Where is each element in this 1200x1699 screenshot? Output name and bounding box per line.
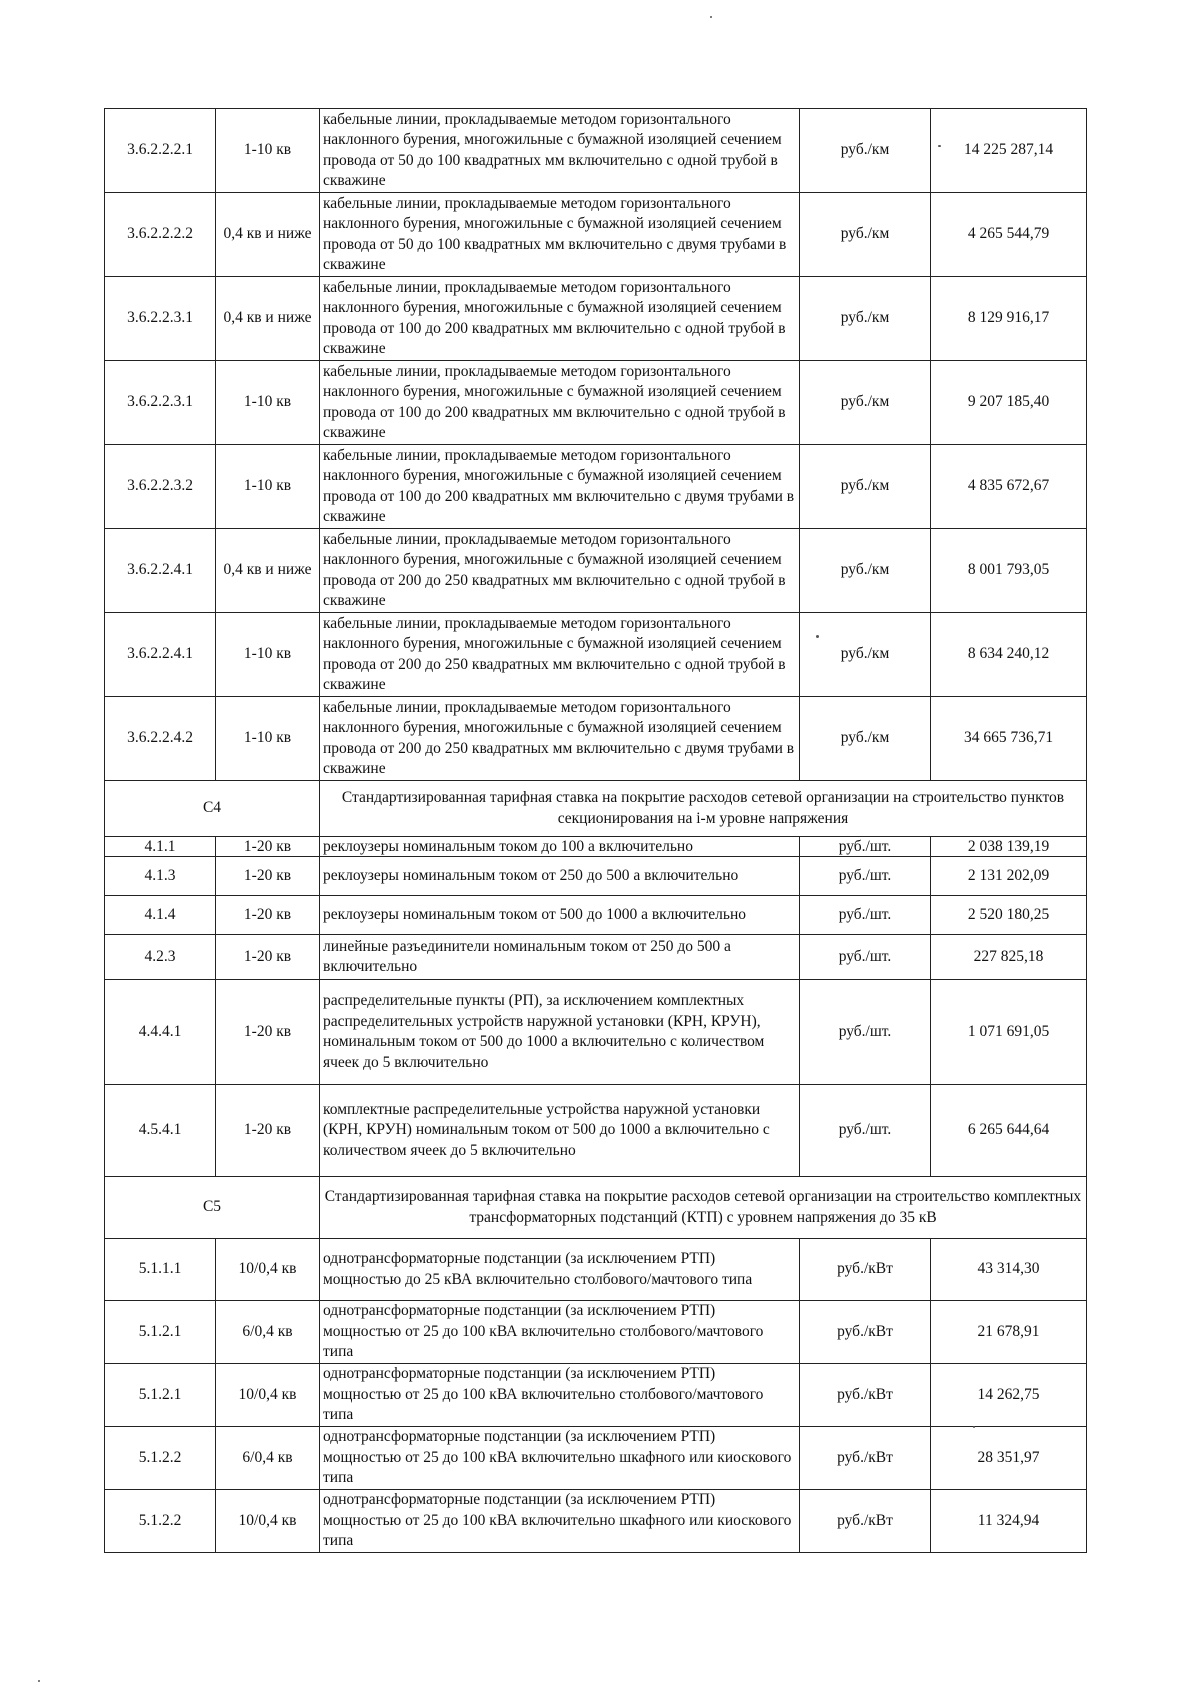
table-row [105, 1364, 1087, 1427]
row-unit: руб./км [800, 697, 931, 781]
row-description: однотрансформаторные подстанции (за исключением РТП) мощностью от 25 до 100 кВА включительно шкафного или киоскового типа [320, 1490, 800, 1553]
row-unit: руб./кВт [800, 1301, 931, 1364]
row-code: 3.6.2.2.3.1 [105, 361, 216, 445]
section-code: С4 [105, 781, 320, 837]
row-price: 1 071 691,05 [931, 980, 1087, 1085]
section-header-row [105, 781, 1087, 837]
table-row [105, 193, 1087, 277]
row-price: 14 225 287,14 [931, 109, 1087, 193]
row-voltage: 1-10 кв [216, 613, 320, 697]
row-description: кабельные линии, прокладываемые методом горизонтального наклонного бурения, многожильные с бумажной изоляцией сечением провода от 200 до 250 квадратных мм включительно с одной трубой в скважине [320, 613, 800, 697]
row-description: кабельные линии, прокладываемые методом горизонтального наклонного бурения, многожильные с бумажной изоляцией сечением провода от 100 до 200 квадратных мм включительно с одной трубой в скважине [320, 277, 800, 361]
row-price: 14 262,75 [931, 1364, 1087, 1427]
row-unit: руб./кВт [800, 1239, 931, 1301]
row-voltage: 6/0,4 кв [216, 1427, 320, 1490]
row-voltage: 0,4 кв и ниже [216, 277, 320, 361]
row-unit: руб./шт. [800, 980, 931, 1085]
row-price: 227 825,18 [931, 935, 1087, 980]
scan-speck [938, 145, 941, 147]
table-row [105, 529, 1087, 613]
row-code: 5.1.2.2 [105, 1427, 216, 1490]
row-code: 3.6.2.2.2.1 [105, 109, 216, 193]
row-price: 2 038 139,19 [931, 837, 1087, 857]
row-price: 11 324,94 [931, 1490, 1087, 1553]
row-voltage: 10/0,4 кв [216, 1490, 320, 1553]
row-code: 4.4.4.1 [105, 980, 216, 1085]
row-unit: руб./км [800, 193, 931, 277]
row-unit: руб./км [800, 613, 931, 697]
row-code: 4.1.1 [105, 837, 216, 857]
row-code: 4.1.4 [105, 896, 216, 935]
row-unit: руб./шт. [800, 1085, 931, 1177]
scan-speck [710, 16, 712, 18]
row-description: кабельные линии, прокладываемые методом горизонтального наклонного бурения, многожильные с бумажной изоляцией сечением провода от 200 до 250 квадратных мм включительно с двумя трубами в скважине [320, 697, 800, 781]
row-price: 4 265 544,79 [931, 193, 1087, 277]
table-row [105, 613, 1087, 697]
row-code: 4.2.3 [105, 935, 216, 980]
row-price: 9 207 185,40 [931, 361, 1087, 445]
row-price: 2 131 202,09 [931, 857, 1087, 896]
row-voltage: 1-20 кв [216, 980, 320, 1085]
row-price: 8 129 916,17 [931, 277, 1087, 361]
tariff-table [104, 108, 1087, 1553]
section-title: Стандартизированная тарифная ставка на покрытие расходов сетевой организации на строительство комплектных трансформаторных подстанций (КТП) с уровнем напряжения до 35 кВ [320, 1177, 1087, 1239]
row-unit: руб./км [800, 529, 931, 613]
table-row [105, 445, 1087, 529]
table-row [105, 837, 1087, 857]
table-row [105, 857, 1087, 896]
row-voltage: 1-10 кв [216, 361, 320, 445]
row-price: 28 351,97 [931, 1427, 1087, 1490]
section-title: Стандартизированная тарифная ставка на покрытие расходов сетевой организации на строительство пунктов секционирования на i-м уровне напряжения [320, 781, 1087, 837]
row-unit: руб./шт. [800, 837, 931, 857]
row-voltage: 1-20 кв [216, 857, 320, 896]
row-unit: руб./кВт [800, 1490, 931, 1553]
table-row [105, 361, 1087, 445]
row-code: 3.6.2.2.3.1 [105, 277, 216, 361]
row-code: 5.1.2.1 [105, 1301, 216, 1364]
table-row [105, 1427, 1087, 1490]
row-voltage: 0,4 кв и ниже [216, 529, 320, 613]
section-code: С5 [105, 1177, 320, 1239]
table-row [105, 896, 1087, 935]
table-row [105, 1301, 1087, 1364]
row-price: 34 665 736,71 [931, 697, 1087, 781]
row-voltage: 1-10 кв [216, 109, 320, 193]
row-price: 2 520 180,25 [931, 896, 1087, 935]
row-description: кабельные линии, прокладываемые методом горизонтального наклонного бурения, многожильные с бумажной изоляцией сечением провода от 50 до 100 квадратных мм включительно с двумя трубами в скважине [320, 193, 800, 277]
row-unit: руб./шт. [800, 896, 931, 935]
row-description: линейные разъединители номинальным током от 250 до 500 а включительно [320, 935, 800, 980]
row-voltage: 1-20 кв [216, 935, 320, 980]
scan-speck [973, 1426, 975, 1428]
row-price: 8 634 240,12 [931, 613, 1087, 697]
row-code: 5.1.2.1 [105, 1364, 216, 1427]
row-code: 3.6.2.2.3.2 [105, 445, 216, 529]
row-description: распределительные пункты (РП), за исключением комплектных распределительных устройств наружной установки (КРН, КРУН), номинальным током от 500 до 1000 а включительно с количеством ячеек до 5 включительно [320, 980, 800, 1085]
row-unit: руб./км [800, 361, 931, 445]
row-code: 4.1.3 [105, 857, 216, 896]
row-description: однотрансформаторные подстанции (за исключением РТП) мощностью от 25 до 100 кВА включительно шкафного или киоскового типа [320, 1427, 800, 1490]
row-description: кабельные линии, прокладываемые методом горизонтального наклонного бурения, многожильные с бумажной изоляцией сечением провода от 100 до 200 квадратных мм включительно с двумя трубами в скважине [320, 445, 800, 529]
row-voltage: 10/0,4 кв [216, 1364, 320, 1427]
row-code: 5.1.1.1 [105, 1239, 216, 1301]
table-row [105, 109, 1087, 193]
row-voltage: 6/0,4 кв [216, 1301, 320, 1364]
row-voltage: 1-20 кв [216, 1085, 320, 1177]
row-voltage: 1-20 кв [216, 837, 320, 857]
row-description: кабельные линии, прокладываемые методом горизонтального наклонного бурения, многожильные с бумажной изоляцией сечением провода от 200 до 250 квадратных мм включительно с одной трубой в скважине [320, 529, 800, 613]
row-unit: руб./шт. [800, 935, 931, 980]
row-unit: руб./км [800, 109, 931, 193]
row-code: 3.6.2.2.4.2 [105, 697, 216, 781]
row-price: 43 314,30 [931, 1239, 1087, 1301]
section-header-row [105, 1177, 1087, 1239]
row-code: 3.6.2.2.4.1 [105, 529, 216, 613]
row-code: 3.6.2.2.4.1 [105, 613, 216, 697]
row-price: 6 265 644,64 [931, 1085, 1087, 1177]
row-description: реклоузеры номинальным током до 100 а включительно [320, 837, 800, 857]
row-code: 3.6.2.2.2.2 [105, 193, 216, 277]
row-voltage: 0,4 кв и ниже [216, 193, 320, 277]
row-code: 5.1.2.2 [105, 1490, 216, 1553]
row-price: 21 678,91 [931, 1301, 1087, 1364]
row-price: 8 001 793,05 [931, 529, 1087, 613]
table-row [105, 980, 1087, 1085]
row-description: однотрансформаторные подстанции (за исключением РТП) мощностью от 25 до 100 кВА включительно столбового/мачтового типа [320, 1301, 800, 1364]
table-row [105, 935, 1087, 980]
row-description: однотрансформаторные подстанции (за исключением РТП) мощностью от 25 до 100 кВА включительно столбового/мачтового типа [320, 1364, 800, 1427]
table-row [105, 1085, 1087, 1177]
row-price: 4 835 672,67 [931, 445, 1087, 529]
table-row [105, 1239, 1087, 1301]
scan-speck [38, 1680, 40, 1682]
row-description: однотрансформаторные подстанции (за исключением РТП) мощностью до 25 кВА включительно столбового/мачтового типа [320, 1239, 800, 1301]
row-voltage: 1-20 кв [216, 896, 320, 935]
table-row [105, 1490, 1087, 1553]
row-description: комплектные распределительные устройства наружной установки (КРН, КРУН) номинальным током от 500 до 1000 а включительно с количеством ячеек до 5 включительно [320, 1085, 800, 1177]
row-description: кабельные линии, прокладываемые методом горизонтального наклонного бурения, многожильные с бумажной изоляцией сечением провода от 100 до 200 квадратных мм включительно с одной трубой в скважине [320, 361, 800, 445]
row-unit: руб./кВт [800, 1427, 931, 1490]
row-description: реклоузеры номинальным током от 500 до 1000 а включительно [320, 896, 800, 935]
row-code: 4.5.4.1 [105, 1085, 216, 1177]
row-voltage: 1-10 кв [216, 445, 320, 529]
row-unit: руб./км [800, 277, 931, 361]
row-unit: руб./км [800, 445, 931, 529]
row-unit: руб./кВт [800, 1364, 931, 1427]
table-row [105, 277, 1087, 361]
row-unit: руб./шт. [800, 857, 931, 896]
table-row [105, 697, 1087, 781]
row-voltage: 1-10 кв [216, 697, 320, 781]
row-description: реклоузеры номинальным током от 250 до 500 а включительно [320, 857, 800, 896]
scan-speck [816, 635, 819, 638]
row-voltage: 10/0,4 кв [216, 1239, 320, 1301]
row-description: кабельные линии, прокладываемые методом горизонтального наклонного бурения, многожильные с бумажной изоляцией сечением провода от 50 до 100 квадратных мм включительно с одной трубой в скважине [320, 109, 800, 193]
